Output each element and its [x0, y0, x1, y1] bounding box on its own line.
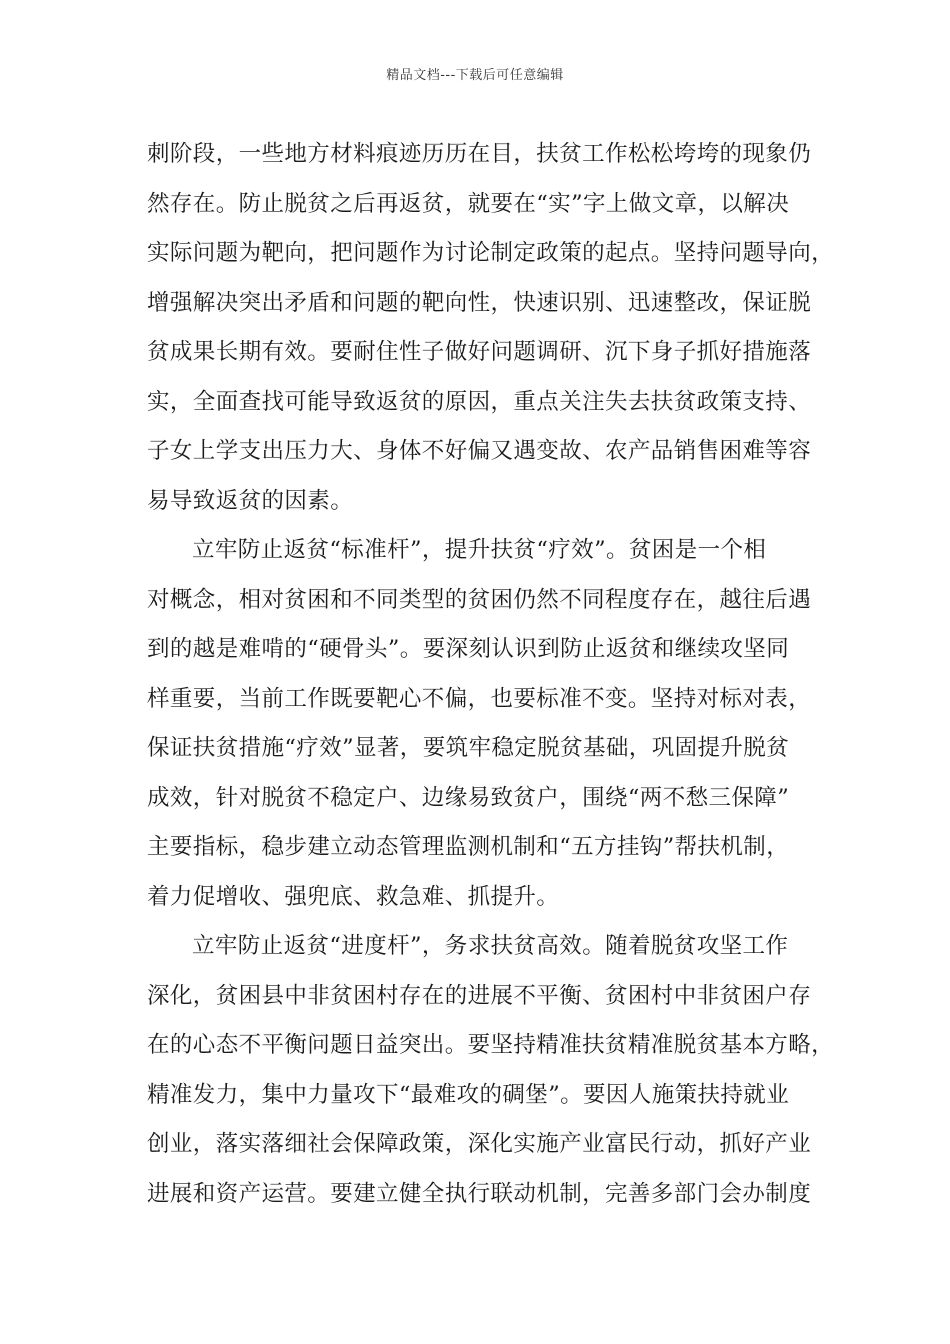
- text-line: 实际问题为靶向，把问题作为讨论制定政策的起点。坚持问题导向，: [147, 240, 835, 266]
- paragraph-2: [147, 526, 837, 922]
- text-line: 易导致返贫的因素。: [147, 487, 354, 514]
- text-line: 精准发力，集中力量攻下“最难攻的碉堡”。要因人施策扶持就业: [147, 1081, 790, 1108]
- text-line: 对概念，相对贫困和不同类型的贫困仍然不同程度存在，越往后遇: [147, 586, 812, 613]
- text-line: 在的心态不平衡问题日益突出。要坚持精准扶贫精准脱贫基本方略，: [147, 1032, 835, 1058]
- paragraph-1: [147, 130, 837, 526]
- text-line: 深化，贫困县中非贫困村存在的进展不平衡、贫困村中非贫困户存: [147, 982, 812, 1009]
- text-line: 刺阶段，一些地方材料痕迹历历在目，扶贫工作松松垮垮的现象仍: [147, 141, 812, 167]
- text-line: 到的越是难啃的“硬骨头”。要深刻认识到防止返贫和继续攻坚同: [147, 636, 790, 662]
- page-header: 精品文档---下载后可任意编辑: [386, 68, 564, 83]
- document-body: [147, 130, 837, 1219]
- paragraph-3: [147, 922, 837, 1219]
- text-line: 增强解决突出矛盾和问题的靶向性，快速识别、迅速整改，保证脱: [147, 289, 812, 316]
- text-line: 然存在。防止脱贫之后再返贫，就要在“实”字上做文章，以解决: [147, 190, 790, 217]
- text-line: 贫成果长期有效。要耐住性子做好问题调研、沉下身子抓好措施落: [147, 339, 812, 365]
- text-line: 实，全面查找可能导致返贫的原因，重点关注失去扶贫政策支持、: [147, 388, 812, 415]
- text-line: 样重要，当前工作既要靶心不偏，也要标准不变。坚持对标对表，: [147, 685, 812, 712]
- text-line: 立牢防止返贫“标准杆”，提升扶贫“疗效”。贫困是一个相: [192, 537, 767, 563]
- text-line: 创业，落实落细社会保障政策，深化实施产业富民行动，抓好产业: [147, 1131, 812, 1157]
- text-line: 成效，针对脱贫不稳定户、边缘易致贫户，围绕“两不愁三保障”: [147, 784, 790, 811]
- text-line: 子女上学支出压力大、身体不好偏又遇变故、农产品销售困难等容: [147, 438, 812, 464]
- text-line: 保证扶贫措施“疗效”显著，要筑牢稳定脱贫基础，巩固提升脱贫: [147, 735, 790, 761]
- text-line: 主要指标，稳步建立动态管理监测机制和“五方挂钩”帮扶机制，: [147, 834, 790, 860]
- text-line: 立牢防止返贫“进度杆”，务求扶贫高效。随着脱贫攻坚工作: [192, 933, 789, 959]
- text-line: 进展和资产运营。要建立健全执行联动机制，完善多部门会办制度: [147, 1180, 812, 1207]
- text-line: 着力促增收、强兜底、救急难、抓提升。: [147, 883, 560, 910]
